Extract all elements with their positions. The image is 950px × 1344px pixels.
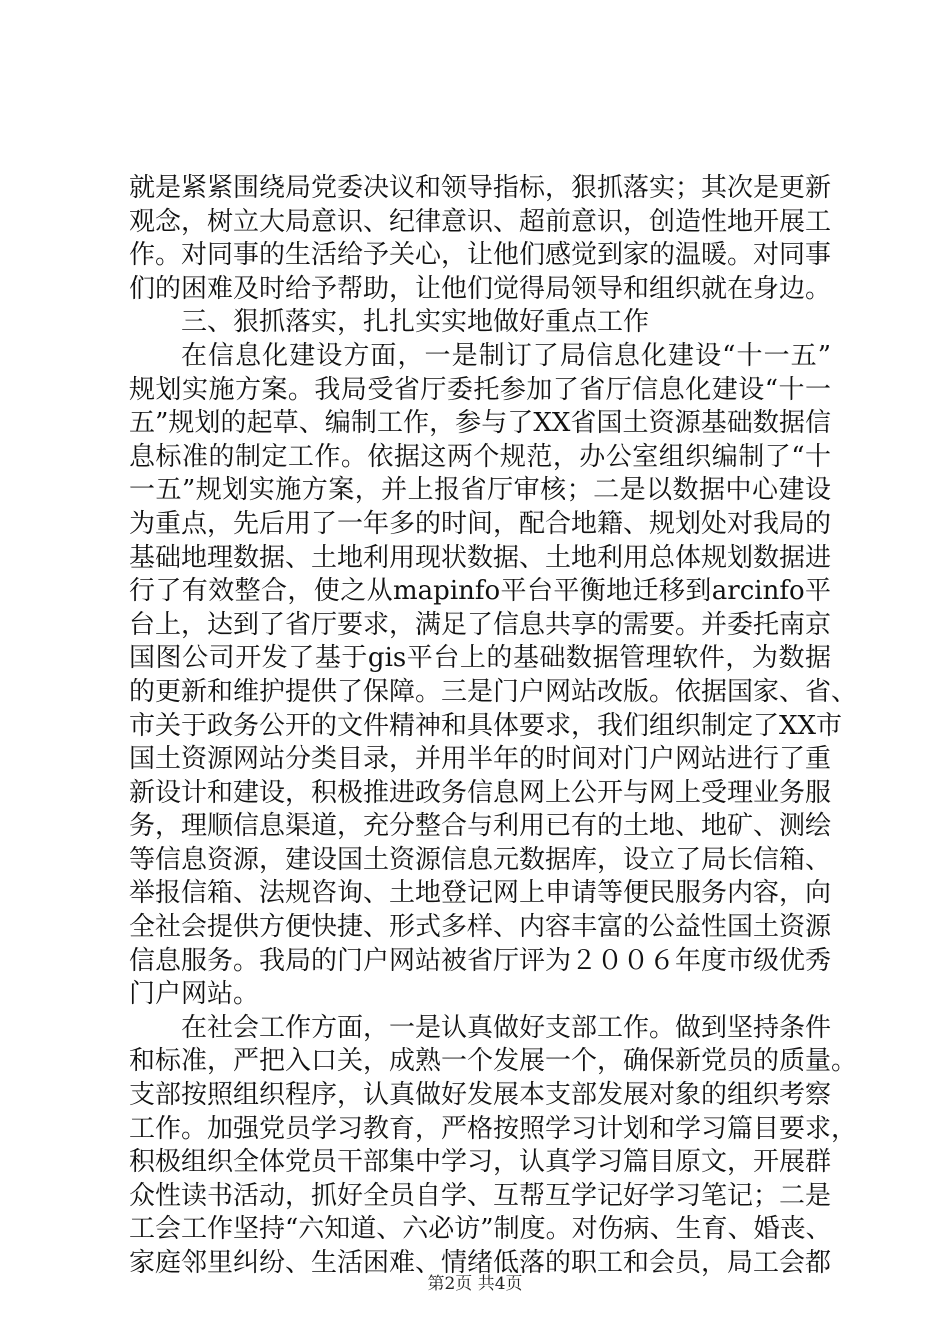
text-line: 息标准的制定工作。依据这两个规范，办公室组织编制了“十: [129, 441, 831, 472]
text-line: 行了有效整合，使之从mapinfo平台平衡地迁移到arcinfo平: [129, 576, 831, 607]
text-line: 在信息化建设方面，一是制订了局信息化建设“十一五”: [181, 340, 831, 371]
text-line: 台上，达到了省厅要求，满足了信息共享的需要。并委托南京: [129, 609, 832, 640]
text-line: 信息服务。我局的门户网站被省厅评为２００６年度市级优秀: [129, 945, 832, 976]
text-line: 国图公司开发了基于gis平台上的基础数据管理软件，为数据: [129, 643, 831, 674]
document-body: [129, 172, 858, 1281]
text-line: 新设计和建设，积极推进政务信息网上公开与网上受理业务服: [129, 777, 832, 808]
text-line: 等信息资源，建设国土资源信息元数据库，设立了局长信箱、: [129, 844, 832, 875]
text-line: 市关于政务公开的文件精神和具体要求，我们组织制定了XX市: [129, 710, 843, 741]
text-line: 在社会工作方面，一是认真做好支部工作。做到坚持条件: [181, 1012, 832, 1043]
text-line: 规划实施方案。我局受省厅委托参加了省厅信息化建设“十一: [129, 374, 831, 405]
text-line: 五”规划的起草、编制工作，参与了XX省国土资源基础数据信: [129, 408, 831, 439]
text-line: 工作。加强党员学习教育，严格按照学习计划和学习篇目要求，: [129, 1113, 858, 1144]
text-line: 众性读书活动，抓好全员自学、互帮互学记好学习笔记；二是: [129, 1180, 832, 1211]
text-line: 国土资源网站分类目录，并用半年的时间对门户网站进行了重: [129, 744, 832, 775]
text-line: 就是紧紧围绕局党委决议和领导指标，狠抓落实；其次是更新: [129, 173, 832, 203]
text-line: 观念，树立大局意识、纪律意识、超前意识，创造性地开展工: [129, 206, 832, 237]
text-line: 积极组织全体党员干部集中学习，认真学习篇目原文，开展群: [129, 1147, 832, 1178]
text-line: 门户网站。: [129, 979, 260, 1010]
text-line: 和标准，严把入口关，成熟一个发展一个，确保新党员的质量。: [129, 1046, 858, 1077]
text-line: 作。对同事的生活给予关心，让他们感觉到家的温暖。对同事: [129, 240, 832, 271]
text-line: 基础地理数据、土地利用现状数据、土地利用总体规划数据进: [129, 542, 832, 573]
text-line: 家庭邻里纠纷、生活困难、情绪低落的职工和会员，局工会都: [129, 1248, 832, 1278]
text-line: 务，理顺信息渠道，充分整合与利用已有的土地、地矿、测绘: [129, 811, 832, 842]
text-line: 为重点，先后用了一年多的时间，配合地籍、规划处对我局的: [129, 508, 832, 539]
text-line: 支部按照组织程序，认真做好发展本支部发展对象的组织考察: [129, 1080, 832, 1111]
text-line: 的更新和维护提供了保障。三是门户网站改版。依据国家、省、: [129, 676, 858, 707]
page-number: 第2页 共4页: [427, 1274, 523, 1294]
text-line: 工会工作坚持“六知道、六必访”制度。对伤病、生育、婚丧、: [129, 1214, 832, 1245]
text-line: 举报信箱、法规咨询、土地登记网上申请等便民服务内容，向: [129, 878, 832, 909]
text-line: 们的困难及时给予帮助，让他们觉得局领导和组织就在身边。: [129, 273, 832, 304]
text-line: 全社会提供方便快捷、形式多样、内容丰富的公益性国土资源: [129, 912, 832, 943]
text-line: 一五”规划实施方案，并上报省厅审核；二是以数据中心建设: [129, 475, 831, 506]
section-heading: 三、狠抓落实，扎扎实实地做好重点工作: [181, 307, 650, 338]
